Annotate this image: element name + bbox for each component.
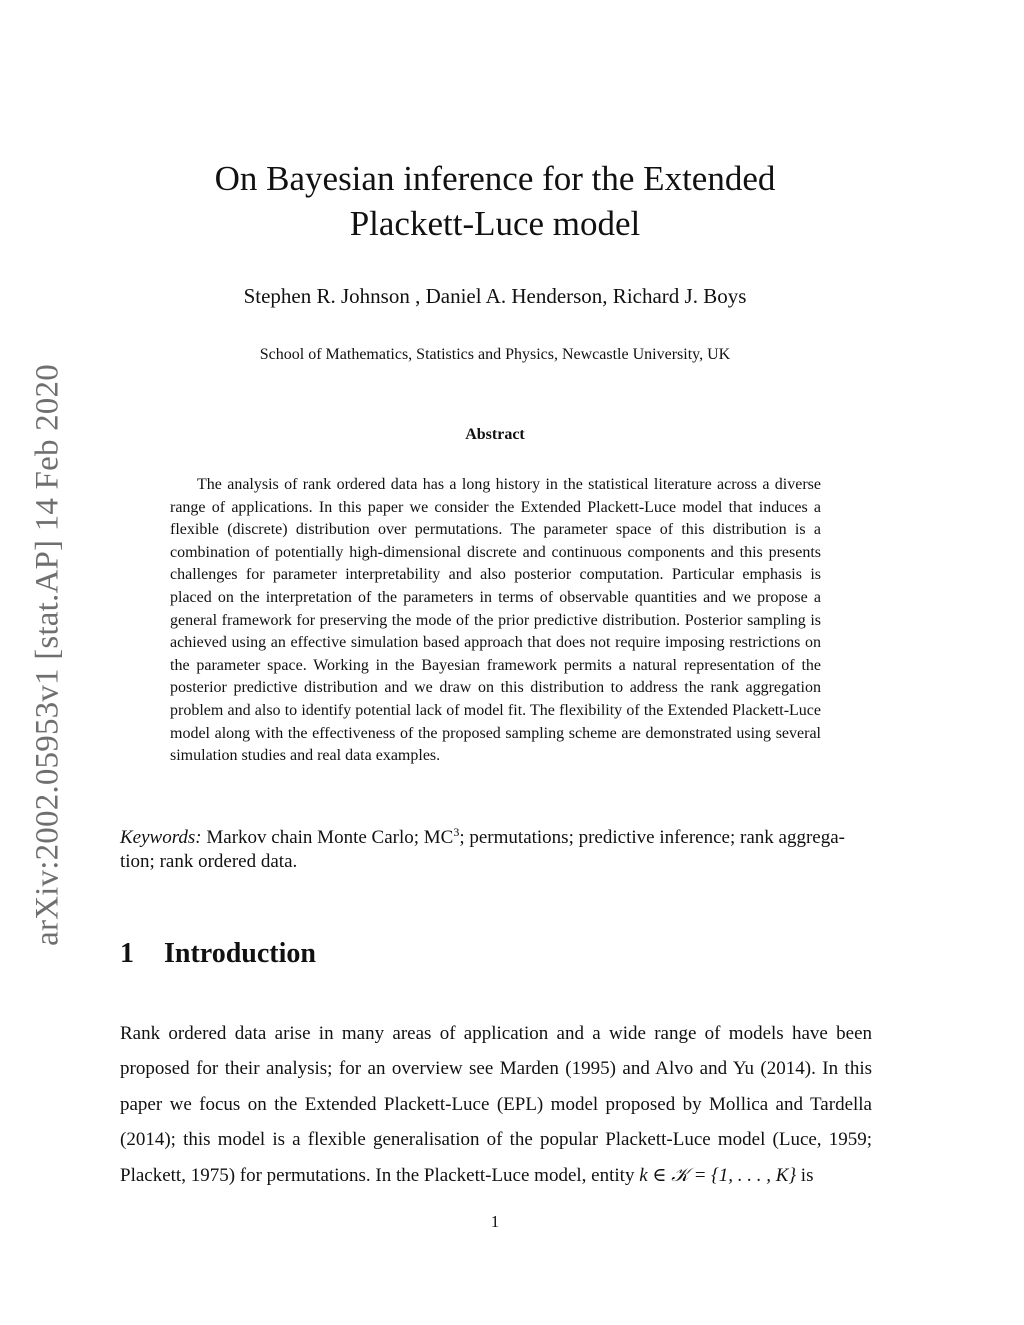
keywords-block xyxy=(120,826,875,874)
introduction-paragraph xyxy=(120,1016,872,1193)
introduction-text: Rank ordered data arise in many areas of application and a wide range of models have been proposed for their analysis; for an overview see Marden (1995) and Alvo and Yu (2014). In this paper we focus on the Extended Plackett-Luce (EPL) model proposed by Mollica and Tardella (2014); this model is a flexible generalisation of the popular Plackett-Luce model (Luce, 1959; Plackett, 1975) for permutations. In the Plackett-Luce model, entity xyxy=(120,1023,872,1186)
keywords-label: Keywords: xyxy=(120,827,202,848)
introduction-text-end: is xyxy=(800,1164,814,1186)
section-number: 1 xyxy=(120,938,134,969)
keywords-text-start: Markov chain Monte Carlo; MC xyxy=(206,827,454,848)
paper-title-line-1: On Bayesian inference for the Extended xyxy=(214,159,776,198)
introduction-math-expression: k ∈ 𝒦 = {1, . . . , K} xyxy=(639,1164,797,1186)
abstract-heading: Abstract xyxy=(465,426,525,443)
author-list: Stephen R. Johnson , Daniel A. Henderson, Richard J. Boys xyxy=(243,284,747,308)
author-affiliation: School of Mathematics, Statistics and Physics, Newcastle University, UK xyxy=(259,346,731,363)
paper-title xyxy=(170,156,820,246)
arxiv-identifier-stamp: arXiv:2002.05953v1 [stat.AP] 14 Feb 2020 xyxy=(29,364,66,946)
abstract-text: The analysis of rank ordered data has a long history in the statistical literature across a diverse range of applications. In this paper we consider the Extended Plackett-Luce model that induces a flexible (discrete) distribution over permutations. The parameter space of this distribution is a combination of potentially high-dimensional discrete and continuous components and this presents challenges for parameter interpretability and also posterior computation. Particular emphasis is placed on the interpretation of the parameters in terms of observable quantities and we propose a general framework for preserving the mode of the prior predictive distribution. Posterior sampling is achieved using an effective simulation based approach that does not require imposing restrictions on the parameter space. Working in the Bayesian framework permits a natural representation of the posterior predictive distribution and we draw on this distribution to address the rank aggregation problem and also to identify potential lack of model fit. The flexibility of the Extended Plackett-Luce model along with the effectiveness of the proposed sampling scheme are demonstrated using several simulation studies and real data examples. xyxy=(170,476,821,765)
keywords-superscript: 3 xyxy=(453,825,460,839)
section-title: Introduction xyxy=(164,938,316,969)
section-heading-introduction xyxy=(120,938,316,970)
paper-title-line-2: Plackett-Luce model xyxy=(349,204,641,243)
keywords-text-end: ; permutations; predictive inference; rank aggrega-tion; rank ordered data. xyxy=(120,827,845,872)
page-number: 1 xyxy=(490,1212,500,1231)
